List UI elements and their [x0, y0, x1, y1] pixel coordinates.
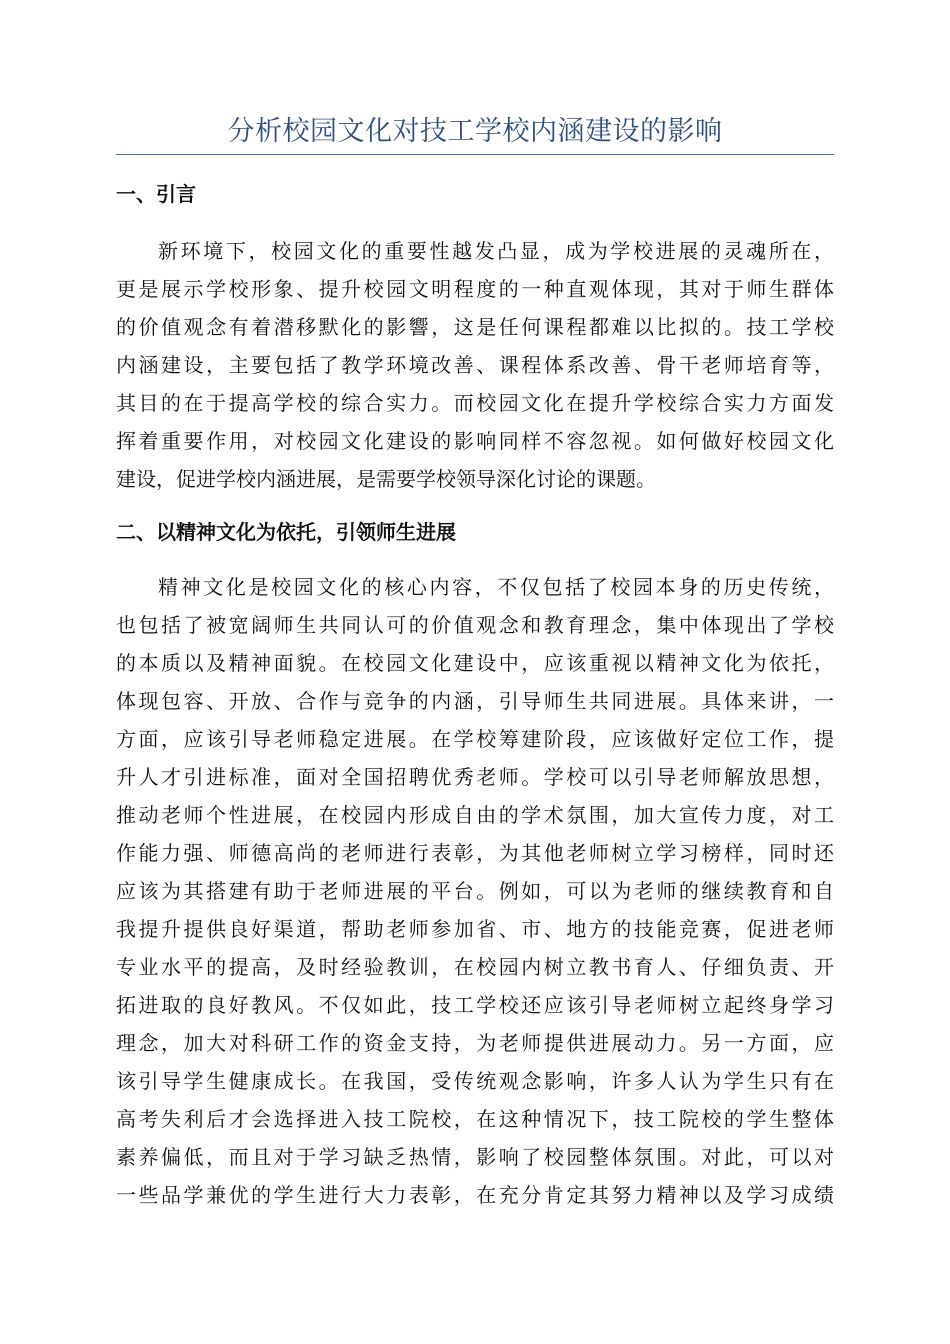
- paragraph-line: 推动老师个性进展，在校园内形成自由的学术氛围，加大宣传力度，对工: [116, 803, 834, 827]
- paragraph-line: 挥着重要作用，对校园文化建设的影响同样不容忽视。如何做好校园文化: [116, 429, 834, 453]
- paragraph-introduction: [116, 232, 834, 498]
- paragraph-line: 素养偏低，而且对于学习缺乏热情，影响了校园整体氛围。对此，可以对: [116, 1145, 834, 1169]
- paragraph-line: 该引导学生健康成长。在我国，受传统观念影响，许多人认为学生只有在: [116, 1069, 834, 1093]
- paragraph-line: 更是展示学校形象、提升校园文明程度的一种直观体现，其对于师生群体: [116, 277, 834, 301]
- paragraph-line: 应该为其搭建有助于老师进展的平台。例如，可以为老师的继续教育和自: [116, 879, 834, 903]
- section-heading-introduction: 一、引言: [116, 182, 196, 206]
- paragraph-line: 的价值观念有着潜移默化的影響，这是任何课程都难以比拟的。技工学校: [116, 315, 834, 339]
- paragraph-line: 的本质以及精神面貌。在校园文化建设中，应该重视以精神文化为依托，: [116, 651, 834, 675]
- paragraph-line: 我提升提供良好渠道，帮助老师参加省、市、地方的技能竞赛，促进老师: [116, 917, 834, 941]
- paragraph-line: 作能力强、师德高尚的老师进行表彰，为其他老师树立学习榜样，同时还: [116, 841, 834, 865]
- paragraph-line: 理念，加大对科研工作的资金支持，为老师提供进展动力。另一方面，应: [116, 1031, 834, 1055]
- paragraph-line: 方面，应该引导老师稳定进展。在学校筹建阶段，应该做好定位工作，提: [116, 727, 834, 751]
- paragraph-spiritual-culture: [116, 568, 834, 1214]
- paragraph-line: 内涵建设，主要包括了教学环境改善、课程体系改善、骨干老师培育等，: [116, 353, 834, 377]
- section-heading-spiritual-culture: 二、以精神文化为依托，引领师生进展: [116, 520, 456, 544]
- title-underline: [116, 154, 834, 155]
- paragraph-line: 其目的在于提高学校的综合实力。而校园文化在提升学校综合实力方面发: [116, 391, 834, 415]
- paragraph-line: 也包括了被宽阔师生共同认可的价值观念和教育理念，集中体现出了学校: [116, 613, 834, 637]
- paragraph-line: 体现包容、开放、合作与竞争的内涵，引导师生共同进展。具体来讲，一: [116, 689, 834, 713]
- paragraph-line: 拓进取的良好教风。不仅如此，技工学校还应该引导老师树立起终身学习: [116, 993, 834, 1017]
- paragraph-line: 升人才引进标准，面对全国招聘优秀老师。学校可以引导老师解放思想，: [116, 765, 834, 789]
- paragraph-line: 新环境下，校园文化的重要性越发凸显，成为学校进展的灵魂所在，: [158, 239, 834, 263]
- paragraph-line: 高考失利后才会选择进入技工院校，在这种情况下，技工院校的学生整体: [116, 1107, 834, 1131]
- document-title: 分析校园文化对技工学校内涵建设的影响: [227, 116, 723, 147]
- paragraph-line: 专业水平的提高，及时经验教训，在校园内树立教书育人、仔细负责、开: [116, 955, 834, 979]
- paragraph-line: 一些品学兼优的学生进行大力表彰，在充分肯定其努力精神以及学习成绩: [116, 1183, 834, 1207]
- paragraph-line: 建设，促进学校内涵进展，是需要学校领导深化讨论的课题。: [116, 467, 656, 491]
- paragraph-line: 精神文化是校园文化的核心内容，不仅包括了校园本身的历史传统，: [158, 575, 834, 599]
